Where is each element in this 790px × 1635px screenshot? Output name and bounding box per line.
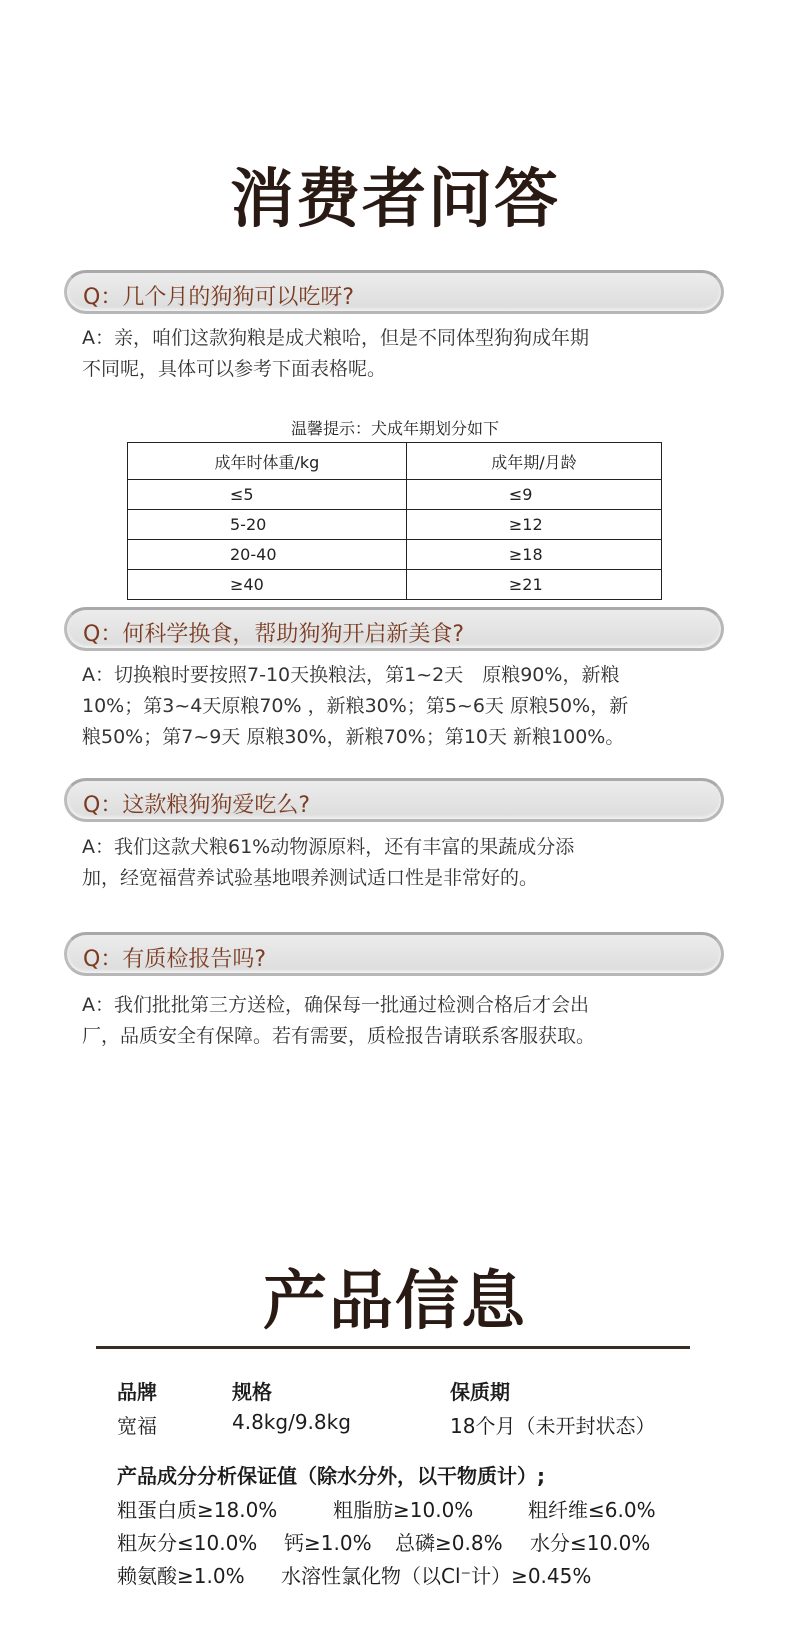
table-cell: ≤9 (406, 480, 661, 510)
answer-2 (82, 660, 712, 753)
answer-line: A：切换粮时要按照7-10天换粮法，第1~2天 原粮90%，新粮 (82, 664, 620, 686)
question-bar-3 (64, 778, 724, 822)
brand-value: 宽福 (117, 1414, 157, 1438)
answer-line: A：我们批批第三方送检，确保每一批通过检测合格后才会出 (82, 994, 589, 1016)
nutrient-item: 粗灰分≤10.0% (117, 1531, 258, 1555)
spec-value: 4.8kg/9.8kg (232, 1410, 351, 1434)
table-cell: ≥21 (406, 570, 661, 600)
adult-stage-table (127, 442, 662, 600)
section-divider (96, 1346, 690, 1349)
table-row (128, 510, 662, 540)
nutrient-item: 水溶性氯化物（以Cl⁻计）≥0.45% (281, 1564, 592, 1588)
table-row (128, 540, 662, 570)
nutrient-item: 钙≥1.0% (284, 1531, 372, 1555)
tip-text: 温馨提示：犬成年期划分如下 (290, 419, 499, 438)
nutrient-item: 赖氨酸≥1.0% (117, 1564, 245, 1588)
answer-line: A：我们这款犬粮61%动物源原料，还有丰富的果蔬成分添 (82, 836, 575, 858)
shelf-life-label: 保质期 (450, 1380, 510, 1404)
nutrient-item: 总磷≥0.8% (395, 1531, 503, 1555)
table-cell: ≥18 (406, 540, 661, 570)
table-row (128, 570, 662, 600)
analysis-title: 产品成分分析保证值（除水分外，以干物质计）; (117, 1464, 545, 1488)
answer-line: 10%；第3~4天原粮70% ，新粮30%；第5~6天 原粮50%，新 (82, 695, 629, 717)
table-cell: 20-40 (128, 540, 407, 570)
nutrient-item: 粗蛋白质≥18.0% (117, 1498, 278, 1522)
brand-label: 品牌 (117, 1380, 157, 1404)
question-bar-1 (64, 270, 724, 314)
nutrient-item: 粗纤维≤6.0% (528, 1498, 656, 1522)
nutrient-item: 水分≤10.0% (530, 1531, 651, 1555)
answer-3 (82, 832, 712, 894)
info-section-title: 产品信息 (263, 1265, 527, 1339)
table-header-cell: 成年期/月龄 (406, 443, 661, 480)
answer-1 (82, 323, 712, 385)
question-text: Q：何科学换食，帮助狗狗开启新美食? (83, 622, 464, 647)
answer-line: 厂，品质安全有保障。若有需要，质检报告请联系客服获取。 (82, 1025, 596, 1047)
spec-label: 规格 (232, 1380, 272, 1404)
answer-line: A：亲，咱们这款狗粮是成犬粮哈，但是不同体型狗狗成年期 (82, 327, 589, 349)
table-header-cell: 成年时体重/kg (128, 443, 407, 480)
table-cell: 5-20 (128, 510, 407, 540)
table-row (128, 480, 662, 510)
table-header-row (128, 443, 662, 480)
table-cell: ≥40 (128, 570, 407, 600)
question-text: Q：有质检报告吗? (83, 947, 266, 972)
table-cell: ≥12 (406, 510, 661, 540)
answer-line: 不同呢，具体可以参考下面表格呢。 (82, 358, 387, 380)
nutrient-item: 粗脂肪≥10.0% (333, 1498, 474, 1522)
question-bar-2 (64, 607, 724, 651)
shelf-life-value: 18个月（未开封状态） (450, 1414, 656, 1438)
question-text: Q：这款粮狗狗爱吃么? (83, 793, 310, 818)
question-text: Q：几个月的狗狗可以吃呀? (83, 285, 354, 310)
qa-section-title: 消费者问答 (230, 163, 560, 237)
answer-line: 加，经宽福营养试验基地喂养测试适口性是非常好的。 (82, 867, 539, 889)
answer-line: 粮50%；第7~9天 原粮30%，新粮70%；第10天 新粮100%。 (82, 726, 625, 748)
table-cell: ≤5 (128, 480, 407, 510)
question-bar-4 (64, 932, 724, 976)
answer-4 (82, 990, 712, 1052)
